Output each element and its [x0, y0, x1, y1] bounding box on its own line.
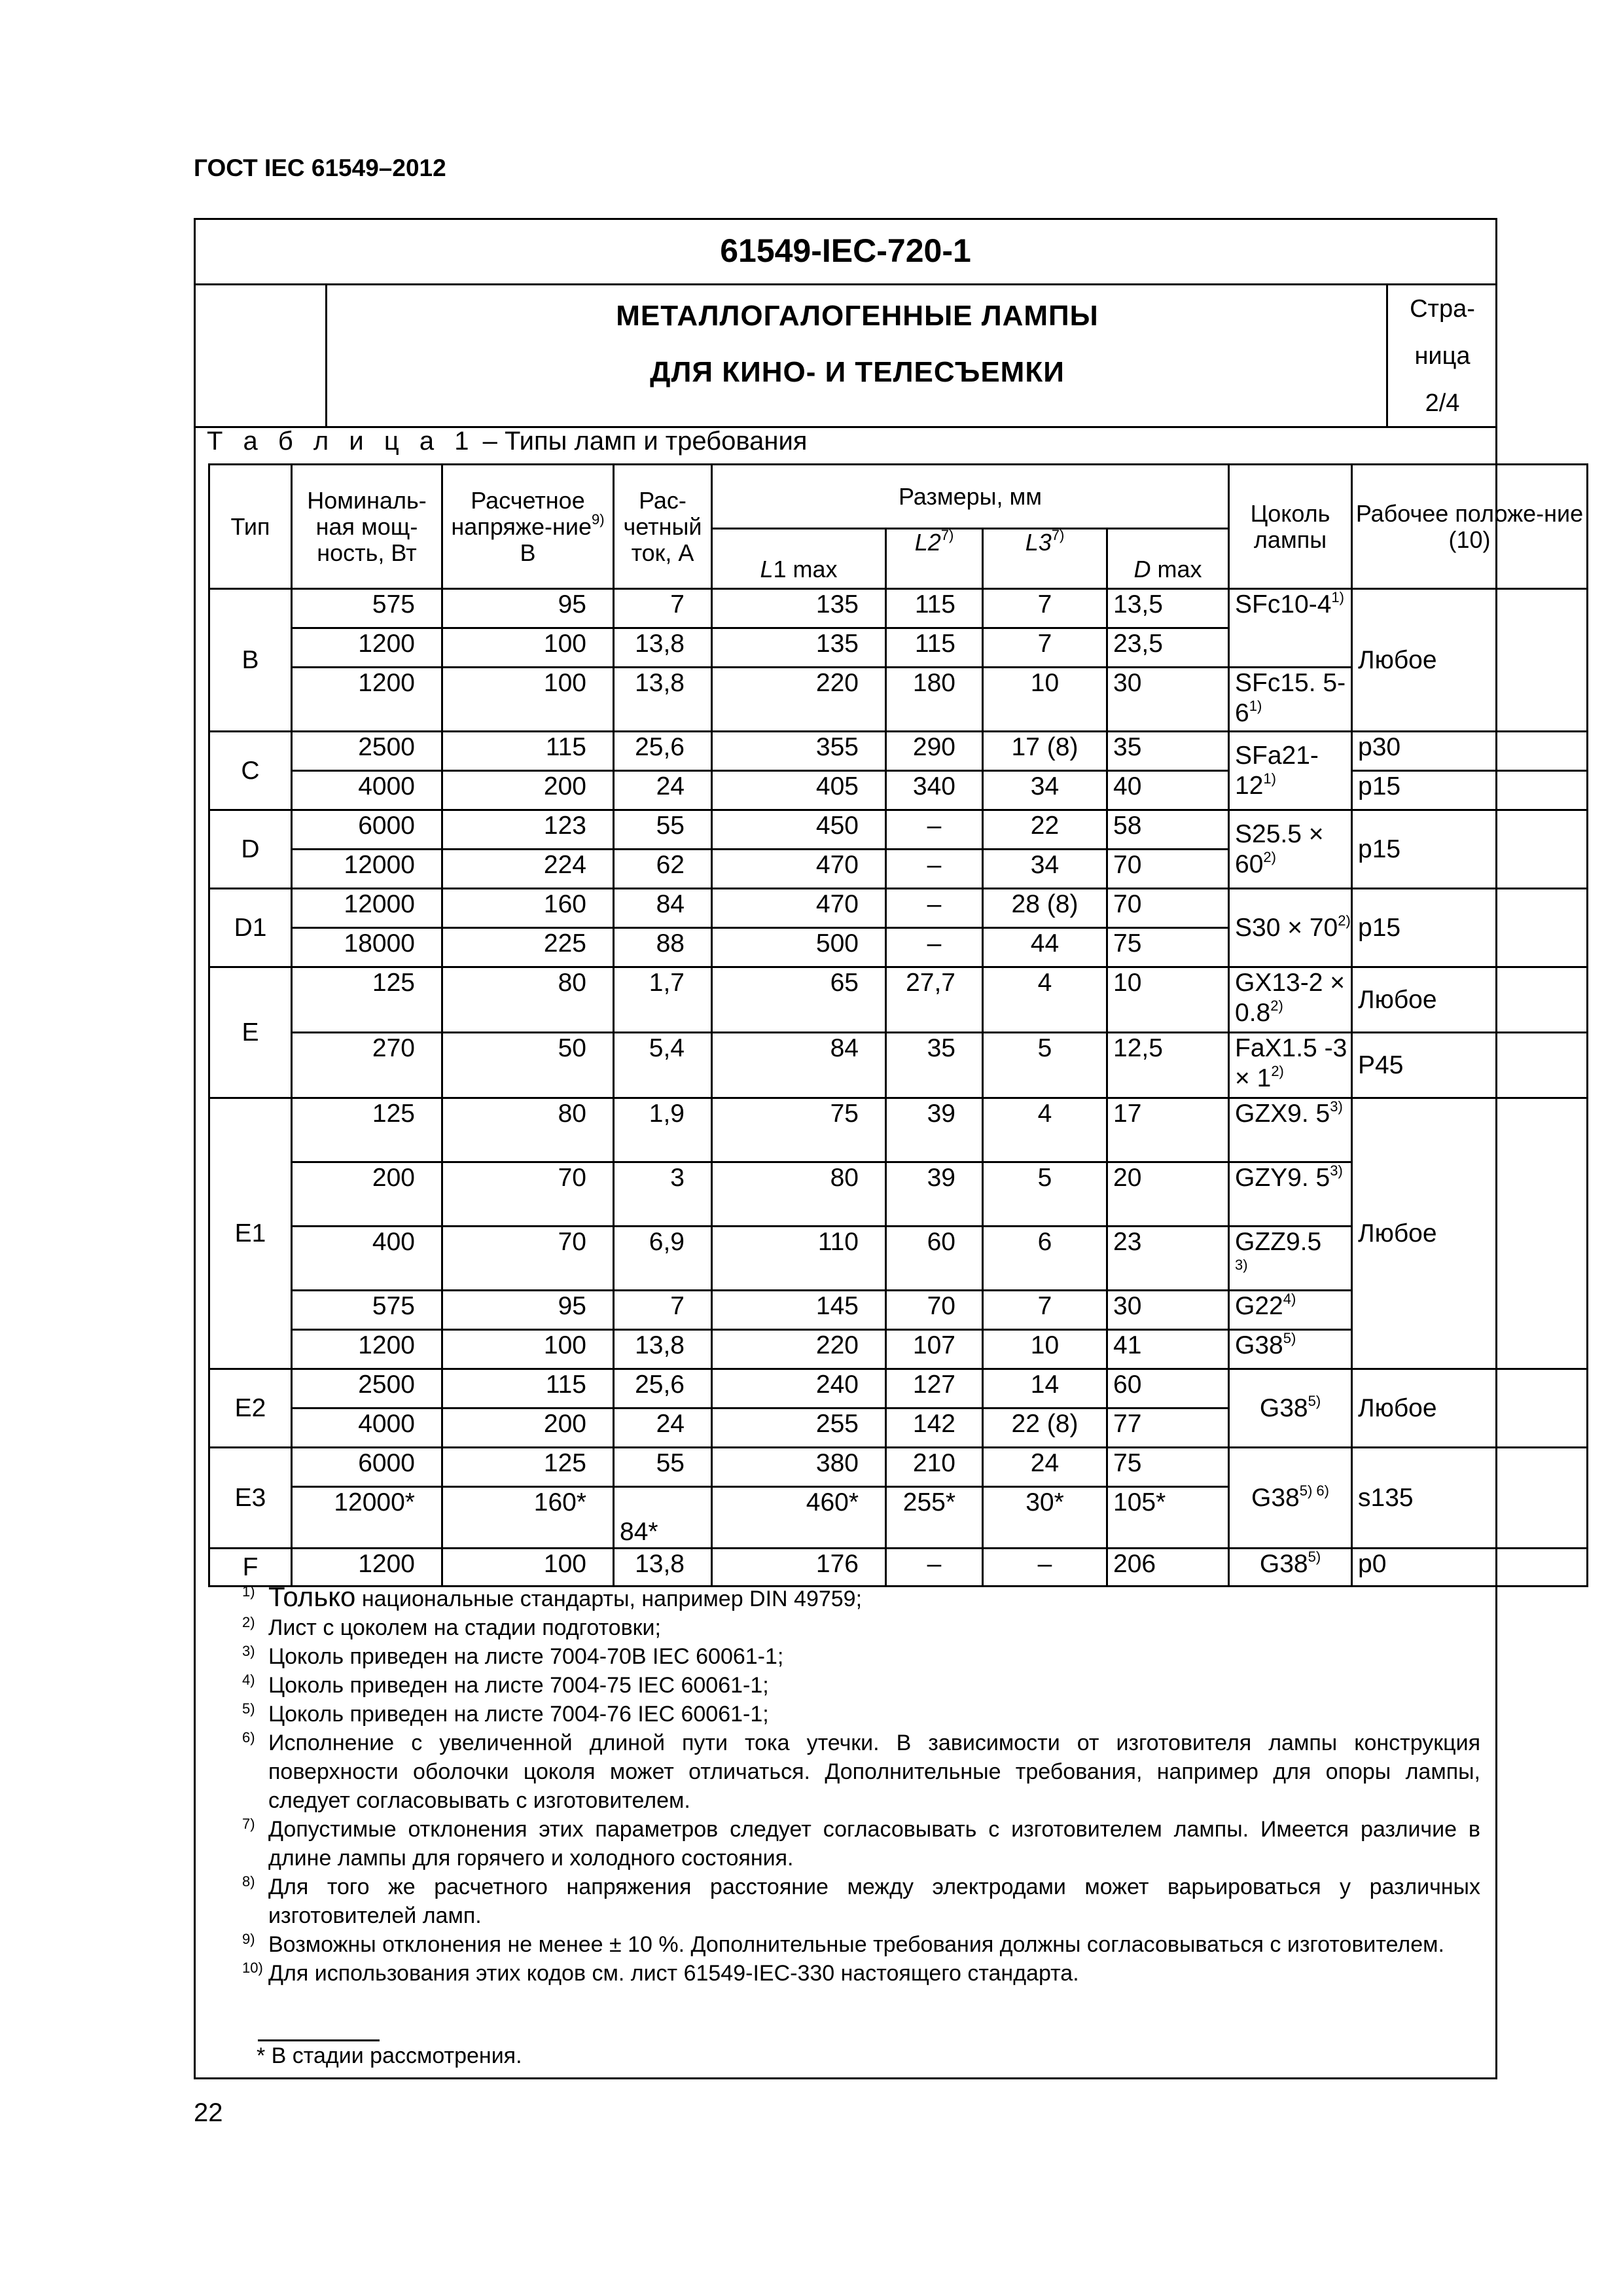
cell-l3: 7	[983, 628, 1107, 668]
cell-l2: 70	[886, 1291, 983, 1330]
cell-current: 25,6	[614, 732, 712, 771]
cell-current: 13,8	[614, 628, 712, 668]
cell-d: 12,5	[1107, 1033, 1229, 1098]
cell-current: 6,9	[614, 1227, 712, 1291]
cell-l2: 35	[886, 1033, 983, 1098]
cell-base: G38$^{5)}$	[1229, 1330, 1352, 1369]
header-l1: L1 max	[712, 529, 886, 589]
page-number: 22	[194, 2098, 223, 2127]
cell-current: 24	[614, 771, 712, 810]
cell-l1: 255	[712, 1408, 886, 1448]
cell-l3: 22 (8)	[983, 1408, 1107, 1448]
cell-voltage: 100	[442, 1330, 614, 1369]
cell-current: 84*	[614, 1487, 712, 1549]
table-row	[209, 732, 1588, 771]
cell-current: 13,8	[614, 1549, 712, 1587]
group-type: E	[209, 967, 292, 1098]
cell-d: 23,5	[1107, 628, 1229, 668]
cell-current: 7	[614, 1291, 712, 1330]
cell-position: s135	[1352, 1448, 1588, 1549]
cell-base: G38$^{5)}$	[1229, 1369, 1352, 1448]
cell-l2: –	[886, 850, 983, 889]
cell-l1: 135	[712, 628, 886, 668]
cell-voltage: 70	[442, 1162, 614, 1227]
cell-l1: 470	[712, 850, 886, 889]
cell-l1: 176	[712, 1549, 886, 1587]
cell-d: 13,5	[1107, 589, 1229, 628]
cell-l1: 220	[712, 1330, 886, 1369]
cell-l1: 380	[712, 1448, 886, 1487]
page-label-1: Стра-	[1410, 295, 1475, 323]
cell-l1: 470	[712, 889, 886, 928]
cell-base: $GX13-2 \times 0.8^{2)}$	[1229, 967, 1352, 1033]
cell-base: SFc10-4$^{1)}$	[1229, 589, 1352, 668]
cell-current: 55	[614, 1448, 712, 1487]
table-row	[209, 1549, 1588, 1587]
cell-power: 400	[292, 1227, 442, 1291]
header-current: Рас-четный ток, А	[614, 465, 712, 589]
cell-l1: 405	[712, 771, 886, 810]
cell-d: 77	[1107, 1408, 1229, 1448]
group-type: B	[209, 589, 292, 732]
cell-l3: 14	[983, 1369, 1107, 1408]
title-line-2: ДЛЯ КИНО- И ТЕЛЕСЪЕМКИ	[650, 356, 1065, 388]
cell-l3: 4	[983, 967, 1107, 1033]
cell-base: GZY9. 5$^{3)}$	[1229, 1162, 1352, 1227]
cell-power: 1200	[292, 628, 442, 668]
cell-voltage: 70	[442, 1227, 614, 1291]
cell-d: 75	[1107, 928, 1229, 967]
table-row	[209, 810, 1588, 850]
cell-voltage: 224	[442, 850, 614, 889]
note-item: 8) Для того же расчетного напряжения расстояние между электродами может варьироваться у различных изготовителей ламп.	[242, 1873, 1480, 1928]
cell-l2: –	[886, 1549, 983, 1587]
group-type: F	[209, 1549, 292, 1587]
group-type: D	[209, 810, 292, 889]
cell-l3: 5	[983, 1162, 1107, 1227]
cell-power: 200	[292, 1162, 442, 1227]
header-type: Тип	[209, 465, 292, 589]
cell-power: 270	[292, 1033, 442, 1098]
group-type: E3	[209, 1448, 292, 1549]
footnote: * В стадии рассмотрения.	[257, 2043, 522, 2068]
cell-l2: 255*	[886, 1487, 983, 1549]
cell-current: 1,9	[614, 1098, 712, 1162]
cell-voltage: 100	[442, 1549, 614, 1587]
cell-position: p15	[1352, 889, 1588, 967]
cell-d: 40	[1107, 771, 1229, 810]
header-base: Цоколь лампы	[1229, 465, 1352, 589]
cell-d: 70	[1107, 889, 1229, 928]
cell-l2: –	[886, 928, 983, 967]
cell-l2: 210	[886, 1448, 983, 1487]
cell-l2: 60	[886, 1227, 983, 1291]
page-label-2: ница	[1414, 342, 1471, 370]
cell-power: 6000	[292, 1448, 442, 1487]
cell-base: G38$^{5)}$	[1229, 1549, 1352, 1587]
divider	[194, 283, 1497, 285]
cell-position: p30	[1352, 732, 1588, 771]
cell-d: 60	[1107, 1369, 1229, 1408]
cell-position: P45	[1352, 1033, 1588, 1098]
table-row	[209, 889, 1588, 928]
cell-current: 25,6	[614, 1369, 712, 1408]
cell-l3: 7	[983, 589, 1107, 628]
header-row	[209, 465, 1588, 529]
cell-position: Любое	[1352, 1098, 1588, 1369]
cell-voltage: 100	[442, 628, 614, 668]
cell-base: FaX1.5 $-3 \times 1^{2)}$	[1229, 1033, 1352, 1098]
cell-l2: –	[886, 889, 983, 928]
cell-d: 206	[1107, 1549, 1229, 1587]
table-caption	[207, 427, 807, 456]
cell-l2: 290	[886, 732, 983, 771]
note-item: 4) Цоколь приведен на листе 7004-75 IEC 60061-1;	[242, 1672, 769, 1698]
note-item: 10) Для использования этих кодов см. лист 61549-IEC-330 настоящего стандарта.	[242, 1960, 1079, 1986]
cell-current: 84	[614, 889, 712, 928]
cell-l3: 28 (8)	[983, 889, 1107, 928]
header-dimensions: Размеры, мм	[712, 465, 1229, 529]
cell-voltage: 125	[442, 1448, 614, 1487]
cell-base: SFc15. 5-6$^{1)}$	[1229, 668, 1352, 732]
cell-l1: 135	[712, 589, 886, 628]
cell-l2: 127	[886, 1369, 983, 1408]
cell-l1: 84	[712, 1033, 886, 1098]
cell-l2: –	[886, 810, 983, 850]
cell-power: 1200	[292, 1549, 442, 1587]
cell-current: 3	[614, 1162, 712, 1227]
cell-voltage: 160*	[442, 1487, 614, 1549]
header-d: D max	[1107, 529, 1229, 589]
cell-power: 1200	[292, 668, 442, 732]
cell-voltage: 80	[442, 1098, 614, 1162]
sheet-code: 61549-IEC-720-1	[720, 232, 971, 269]
table-row	[209, 589, 1588, 628]
note-item: 5) Цоколь приведен на листе 7004-76 IEC 60061-1;	[242, 1700, 769, 1727]
cell-current: 7	[614, 589, 712, 628]
cell-l1: 460*	[712, 1487, 886, 1549]
cell-power: 6000	[292, 810, 442, 850]
cell-voltage: 95	[442, 1291, 614, 1330]
cell-l1: 110	[712, 1227, 886, 1291]
cell-current: 5,4	[614, 1033, 712, 1098]
cell-position: p15	[1352, 810, 1588, 889]
cell-l1: 65	[712, 967, 886, 1033]
cell-power: 125	[292, 967, 442, 1033]
cell-l2: 180	[886, 668, 983, 732]
notes-list	[237, 1583, 1480, 1988]
cell-l3: 7	[983, 1291, 1107, 1330]
cell-l2: 107	[886, 1330, 983, 1369]
caption-prefix: Т а б л и ц а 1	[207, 427, 476, 456]
document-id: ГОСТ IEC 61549–2012	[194, 154, 446, 181]
cell-l2: 340	[886, 771, 983, 810]
table-row	[209, 1098, 1588, 1162]
note-item: 1) Только национальные стандарты, например DIN 49759;	[242, 1581, 863, 1612]
cell-l3: 10	[983, 1330, 1107, 1369]
cell-power: 2500	[292, 732, 442, 771]
cell-power: 12000*	[292, 1487, 442, 1549]
group-type: E2	[209, 1369, 292, 1448]
table-row	[209, 1033, 1588, 1098]
cell-voltage: 80	[442, 967, 614, 1033]
cell-voltage: 100	[442, 668, 614, 732]
cell-l1: 75	[712, 1098, 886, 1162]
cell-base: G22$^{4)}$	[1229, 1291, 1352, 1330]
cell-power: 575	[292, 589, 442, 628]
note-item: 2) Лист с цоколем на стадии подготовки;	[242, 1614, 661, 1640]
cell-l2: 39	[886, 1162, 983, 1227]
cell-d: 23	[1107, 1227, 1229, 1291]
cell-base: GZZ9.5 $^{3)}$	[1229, 1227, 1352, 1291]
cell-d: 41	[1107, 1330, 1229, 1369]
cell-l2: 39	[886, 1098, 983, 1162]
cell-l1: 80	[712, 1162, 886, 1227]
table-row	[209, 967, 1588, 1033]
cell-power: 18000	[292, 928, 442, 967]
cell-l3: 34	[983, 850, 1107, 889]
cell-power: 125	[292, 1098, 442, 1162]
cell-voltage: 225	[442, 928, 614, 967]
cell-d: 30	[1107, 668, 1229, 732]
note-item: 9) Возможны отклонения не менее ± 10 %. Дополнительные требования должны согласовываться с изготовителем.	[242, 1931, 1444, 1957]
cell-voltage: 50	[442, 1033, 614, 1098]
cell-l3: 22	[983, 810, 1107, 850]
cell-power: 1200	[292, 1330, 442, 1369]
cell-power: 575	[292, 1291, 442, 1330]
cell-position: Любое	[1352, 1369, 1588, 1448]
cell-position: p0	[1352, 1549, 1588, 1587]
cell-l1: 450	[712, 810, 886, 850]
cell-voltage: 200	[442, 1408, 614, 1448]
cell-base: SFa21-12$^{1)}$	[1229, 732, 1352, 810]
cell-l3: –	[983, 1549, 1107, 1587]
cell-d: 35	[1107, 732, 1229, 771]
cell-l3: 10	[983, 668, 1107, 732]
group-type: C	[209, 732, 292, 810]
header-position: Рабочее положе-ние (10)	[1352, 465, 1588, 589]
table-row	[209, 1448, 1588, 1487]
cell-d: 70	[1107, 850, 1229, 889]
cell-current: 55	[614, 810, 712, 850]
cell-l2: 115	[886, 589, 983, 628]
cell-l3: 4	[983, 1098, 1107, 1162]
cell-d: 105*	[1107, 1487, 1229, 1549]
cell-current: 62	[614, 850, 712, 889]
cell-current: 13,8	[614, 1330, 712, 1369]
group-type: E1	[209, 1098, 292, 1369]
header-l3: L3$^{7)}$	[983, 529, 1107, 589]
cell-voltage: 115	[442, 1369, 614, 1408]
cell-l1: 220	[712, 668, 886, 732]
note-item: 3) Цоколь приведен на листе 7004-70В IEC 60061-1;	[242, 1643, 784, 1669]
cell-l1: 355	[712, 732, 886, 771]
cell-l1: 500	[712, 928, 886, 967]
cell-voltage: 200	[442, 771, 614, 810]
cell-voltage: 95	[442, 589, 614, 628]
lamp-table	[208, 463, 1588, 1587]
cell-power: 4000	[292, 1408, 442, 1448]
header-voltage: Расчетное напряже-ние$^{9)}$ В	[442, 465, 614, 589]
cell-l3: 17 (8)	[983, 732, 1107, 771]
cell-power: 12000	[292, 850, 442, 889]
table-row	[209, 771, 1588, 810]
cell-l2: 115	[886, 628, 983, 668]
cell-d: 17	[1107, 1098, 1229, 1162]
cell-current: 88	[614, 928, 712, 967]
cell-voltage: 160	[442, 889, 614, 928]
cell-l2: 142	[886, 1408, 983, 1448]
page-box	[1387, 285, 1497, 427]
cell-current: 24	[614, 1408, 712, 1448]
cell-position: Любое	[1352, 589, 1588, 732]
caption-text: – Типы ламп и требования	[475, 427, 808, 456]
footnote-rule	[258, 2039, 380, 2041]
cell-base: $G38^{5) 6)}$	[1229, 1448, 1352, 1549]
page-value: 2/4	[1425, 389, 1460, 417]
cell-current: 13,8	[614, 668, 712, 732]
cell-d: 30	[1107, 1291, 1229, 1330]
cell-d: 10	[1107, 967, 1229, 1033]
cell-d: 75	[1107, 1448, 1229, 1487]
cell-l3: 44	[983, 928, 1107, 967]
cell-voltage: 123	[442, 810, 614, 850]
cell-l3: 34	[983, 771, 1107, 810]
sheet-title	[327, 288, 1387, 401]
cell-l3: 6	[983, 1227, 1107, 1291]
cell-position: p15	[1352, 771, 1588, 810]
cell-d: 58	[1107, 810, 1229, 850]
cell-power: 2500	[292, 1369, 442, 1408]
cell-l3: 5	[983, 1033, 1107, 1098]
cell-l1: 145	[712, 1291, 886, 1330]
cell-power: 12000	[292, 889, 442, 928]
group-type: D1	[209, 889, 292, 967]
header-power: Номиналь-ная мощ-ность, Вт	[292, 465, 442, 589]
cell-base: $S25.5 \times 60^{2)}$	[1229, 810, 1352, 889]
note-item: 7) Допустимые отклонения этих параметров следует согласовывать с изготовителем лампы. Имеется различие в длине лампы для горячего и холодного состояния.	[242, 1816, 1480, 1871]
cell-position: Любое	[1352, 967, 1588, 1033]
table-row	[209, 1369, 1588, 1408]
note-item: 6) Исполнение с увеличенной длиной пути тока утечки. В зависимости от изготовителя лампы конструкция поверхности оболочки цоколя может отличаться. Дополнительные требования, например для опоры лампы, следует согласовывать с изготовителем.	[242, 1729, 1480, 1813]
cell-power: 4000	[292, 771, 442, 810]
cell-l2: 27,7	[886, 967, 983, 1033]
cell-voltage: 115	[442, 732, 614, 771]
cell-base: $S30 \times 70^{2)}$	[1229, 889, 1352, 967]
cell-current: 1,7	[614, 967, 712, 1033]
cell-l3: 30*	[983, 1487, 1107, 1549]
cell-d: 20	[1107, 1162, 1229, 1227]
cell-l1: 240	[712, 1369, 886, 1408]
cell-l3: 24	[983, 1448, 1107, 1487]
header-l2: L2$^{7)}$	[886, 529, 983, 589]
cell-base: GZX9. 5$^{3)}$	[1229, 1098, 1352, 1162]
title-line-1: МЕТАЛЛОГАЛОГЕННЫЕ ЛАМПЫ	[616, 300, 1099, 332]
